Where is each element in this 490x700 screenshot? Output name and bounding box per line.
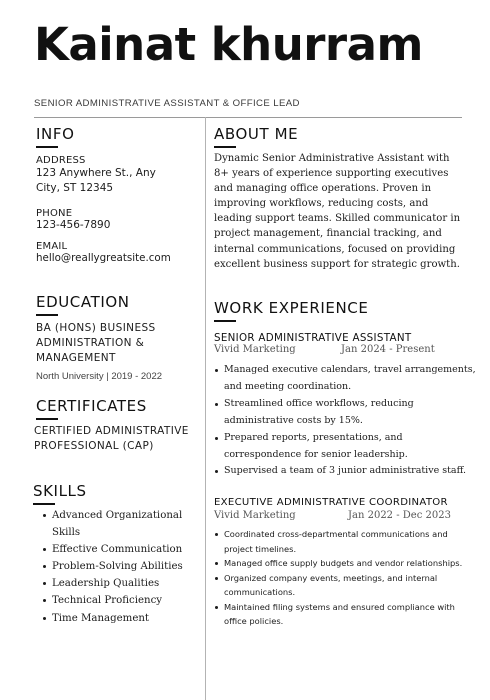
job-bullets <box>214 527 476 629</box>
skills-list <box>42 507 192 627</box>
info-heading-underline <box>36 146 58 148</box>
job-subtitle: SENIOR ADMINISTRATIVE ASSISTANT & OFFICE LEAD <box>34 98 300 109</box>
job-company: Vivid Marketing <box>214 344 296 355</box>
work-heading: WORK EXPERIENCE <box>214 299 369 317</box>
job-bullet: Streamlined office workflows, reducing administrative costs by 15%. <box>214 396 476 430</box>
job-bullet: Managed office supply budgets and vendor relationships. <box>214 556 476 571</box>
work-heading-underline <box>214 320 236 322</box>
email-label: EMAIL <box>36 241 68 252</box>
job-bullet: Prepared reports, presentations, and correspondence for senior leadership. <box>214 430 476 464</box>
job-bullet: Supervised a team of 3 junior administrative staff. <box>214 463 476 480</box>
degree-line-3: MANAGEMENT <box>36 352 116 364</box>
phone-label: PHONE <box>36 208 73 219</box>
degree-line-2: ADMINISTRATION & <box>36 337 145 349</box>
degree-line-1: BA (HONS) BUSINESS <box>36 322 156 334</box>
job-bullets <box>214 362 476 480</box>
address-line-2: City, ST 12345 <box>36 182 114 194</box>
education-heading: EDUCATION <box>36 293 130 311</box>
job-bullet: Managed executive calendars, travel arrangements, and meeting coordination. <box>214 362 476 396</box>
certificates-heading-underline <box>36 418 58 420</box>
about-text: Dynamic Senior Administrative Assistant with 8+ years of experience supporting executives and managing office operations. Proven in improving workflows, reducing costs, and leading support teams. Skilled communicator in project management, financial tracking, and internal communications, focused on providing excellent business support for strategic growth. <box>214 153 461 270</box>
email-value: hello@reallygreatsite.com <box>36 252 171 264</box>
address-line-1: 123 Anywhere St., Any <box>36 167 156 179</box>
job-dates: Jan 2024 - Present <box>341 344 435 355</box>
job-bullet: Coordinated cross-departmental communications and project timelines. <box>214 527 476 556</box>
column-divider <box>205 117 206 700</box>
certificate-line-1: CERTIFIED ADMINISTRATIVE <box>34 425 189 437</box>
job-bullet: Maintained filing systems and ensured compliance with office policies. <box>214 600 476 629</box>
about-heading: ABOUT ME <box>214 125 299 143</box>
skill-item: Technical Proficiency <box>42 592 192 609</box>
skills-heading-underline <box>33 503 55 505</box>
skill-item: Effective Communication <box>42 541 192 558</box>
education-school: North University | 2019 - 2022 <box>36 371 163 382</box>
skill-item: Time Management <box>42 610 192 627</box>
info-heading: INFO <box>36 125 75 143</box>
about-heading-underline <box>214 146 236 148</box>
skill-item: Leadership Qualities <box>42 575 192 592</box>
header-divider <box>34 117 462 118</box>
job-company: Vivid Marketing <box>214 510 296 521</box>
job-bullet: Organized company events, meetings, and internal communications. <box>214 571 476 600</box>
certificates-heading: CERTIFICATES <box>36 397 147 415</box>
job-title: SENIOR ADMINISTRATIVE ASSISTANT <box>214 332 412 344</box>
job-meta <box>214 510 464 521</box>
education-heading-underline <box>36 314 58 316</box>
skill-item: Advanced Organizational Skills <box>42 507 192 541</box>
resume-name: Kainat khurram <box>34 18 423 71</box>
skills-heading: SKILLS <box>33 482 87 500</box>
skill-item: Problem-Solving Abilities <box>42 558 192 575</box>
certificate-line-2: PROFESSIONAL (CAP) <box>34 440 154 452</box>
job-dates: Jan 2022 - Dec 2023 <box>348 510 451 521</box>
phone-value: 123-456-7890 <box>36 219 111 231</box>
address-label: ADDRESS <box>36 155 86 166</box>
job-title: EXECUTIVE ADMINISTRATIVE COORDINATOR <box>214 497 448 508</box>
job-meta <box>214 344 464 355</box>
